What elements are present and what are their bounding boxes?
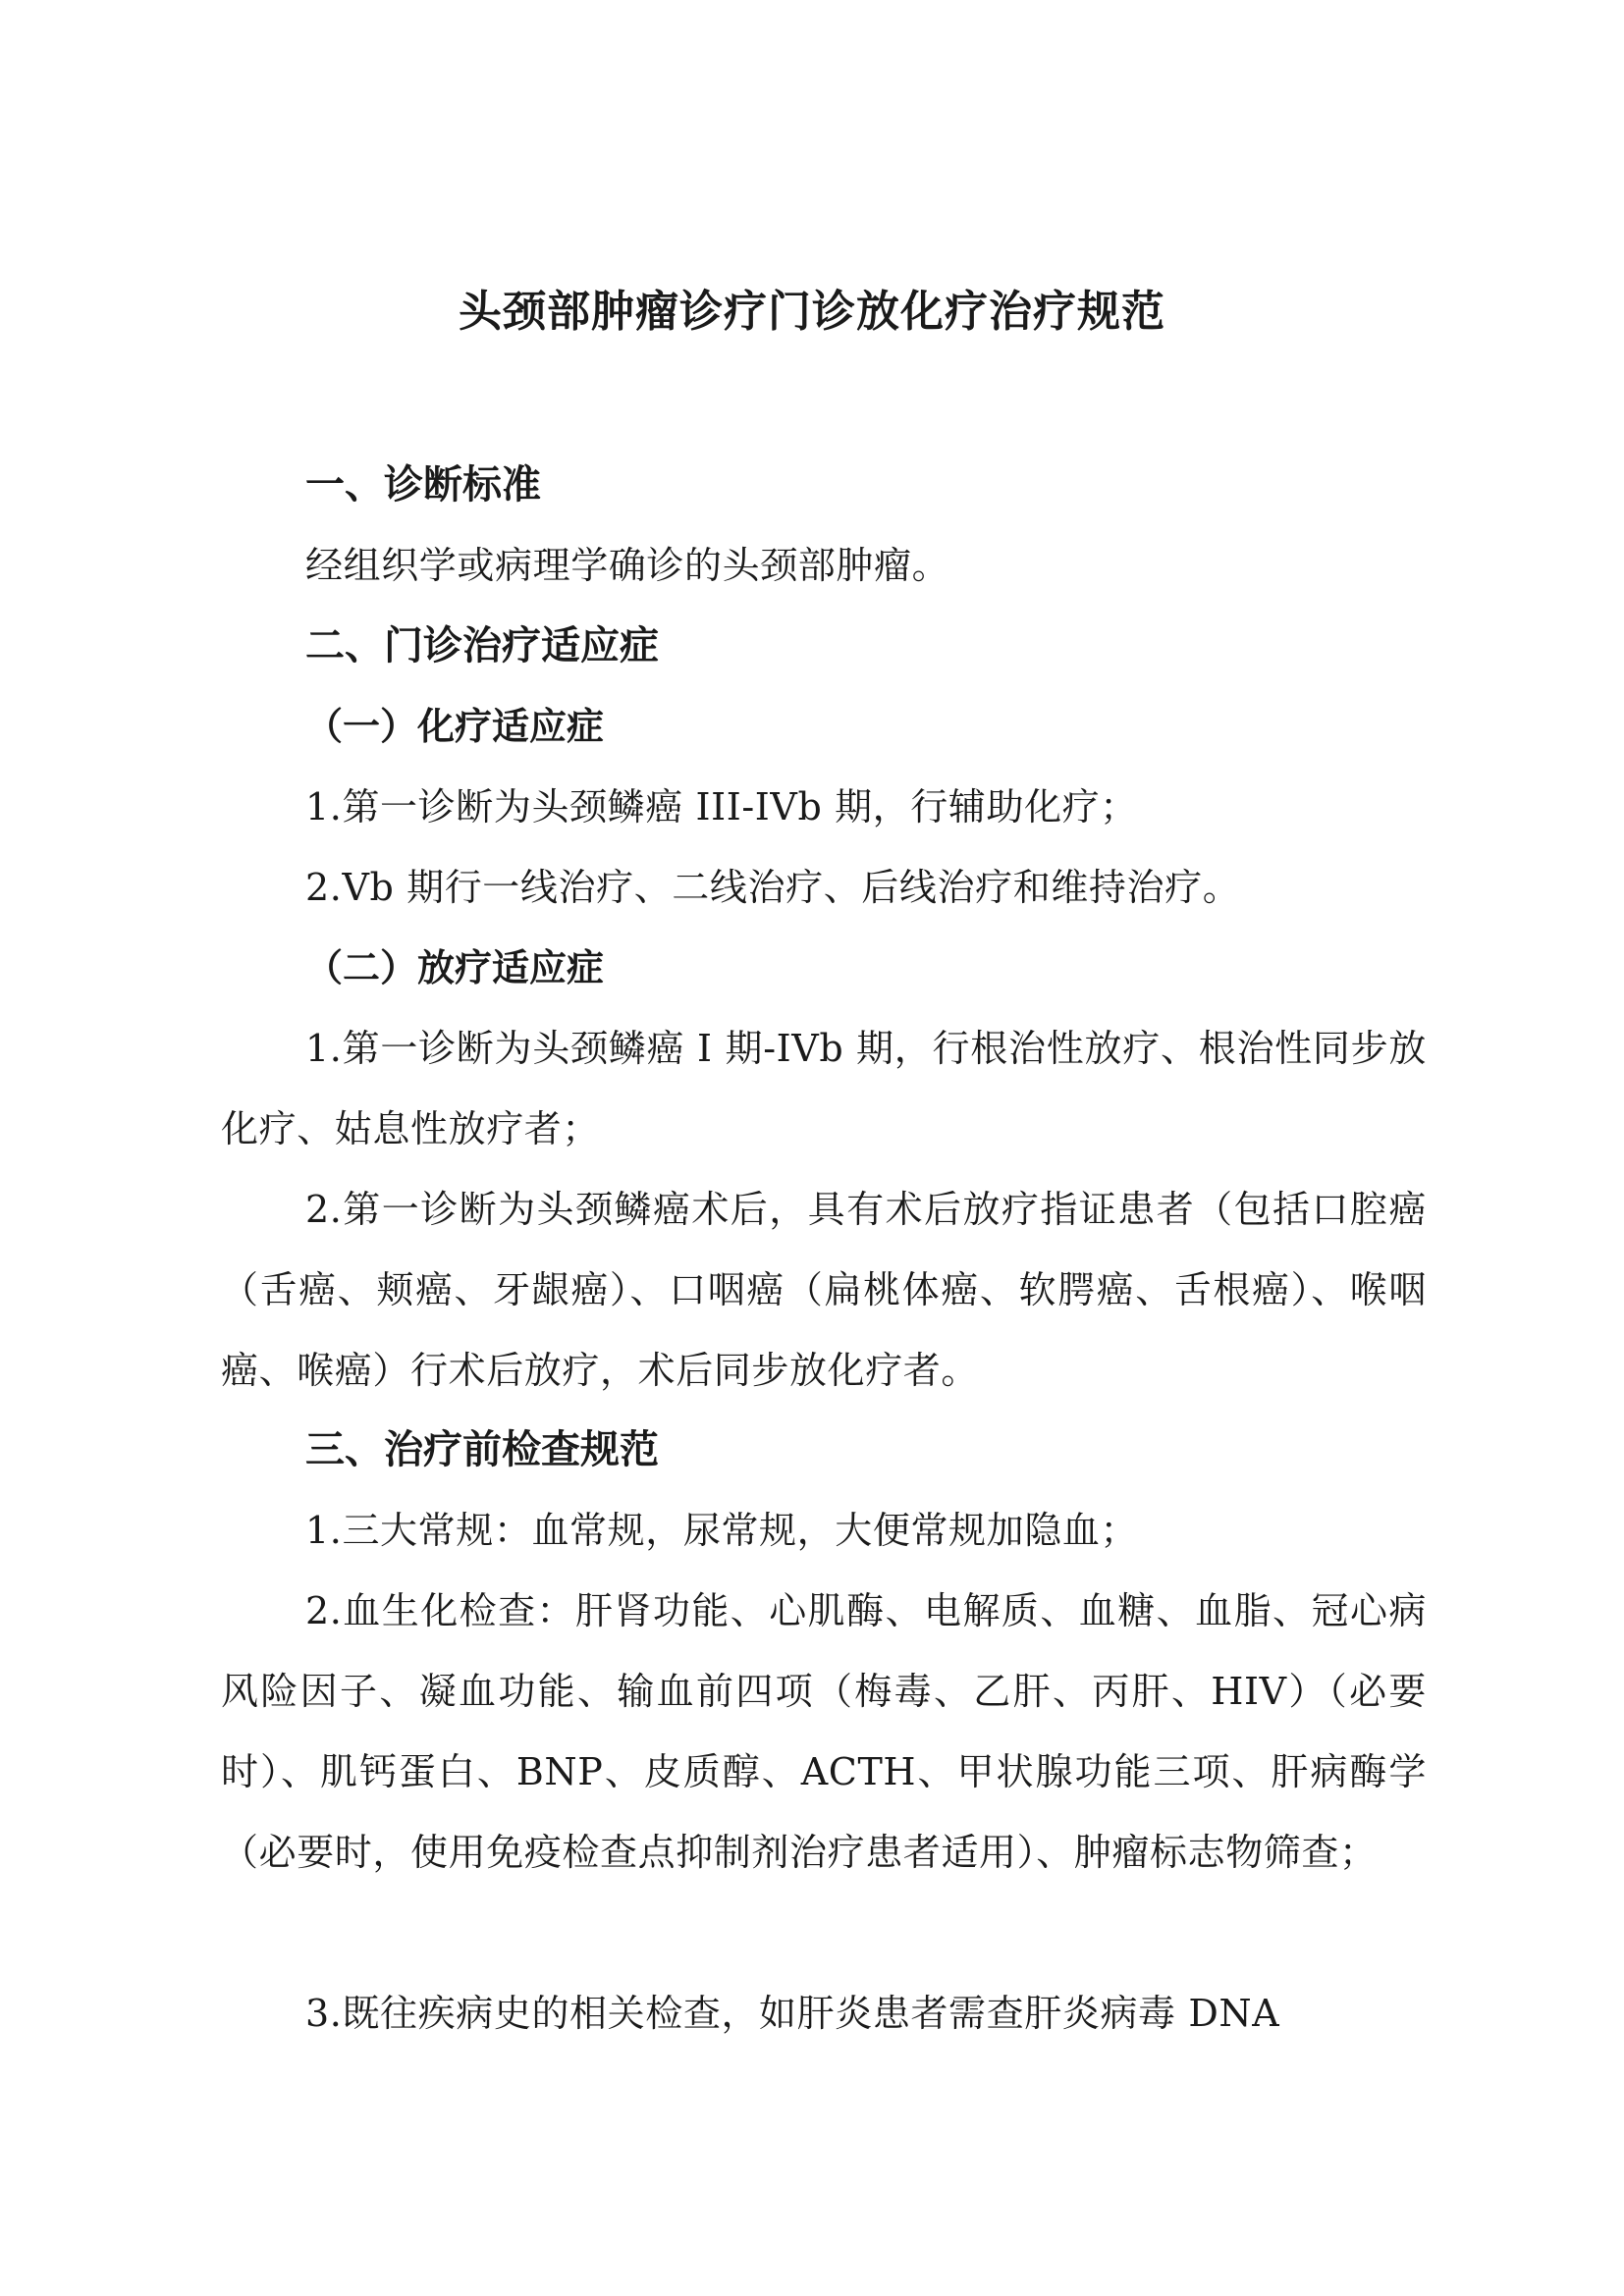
subheading-radio-indications: （二）放疗适应症 [305, 945, 605, 989]
exam-item-2: 2.血生化检查：肝肾功能、心肌酶、电解质、血糖、血脂、冠心病风险因子、凝血功能、输血前四项（梅毒、乙肝、丙肝、HIV）（必要时）、肌钙蛋白、BNP、皮质醇、ACTH、甲状腺功能三项、肝病酶学（必要时，使用免疫检查点抑制剂治疗患者适用）、肿瘤标志物筛查； [221, 1589, 1427, 1874]
exam-item-3: 3.既往疾病史的相关检查，如肝炎患者需查肝炎病毒 DNA [305, 1992, 1280, 2035]
section-heading-indications: 二、门诊治疗适应症 [305, 623, 659, 668]
section-heading-diagnosis: 一、诊断标准 [305, 462, 541, 507]
chemo-indication-item-1: 1.第一诊断为头颈鳞癌 III-IVb 期，行辅助化疗； [305, 785, 1138, 828]
section-heading-pretreatment-exams: 三、治疗前检查规范 [305, 1427, 659, 1472]
diagnosis-text: 经组织学或病理学确诊的头颈部肿瘤。 [305, 544, 950, 587]
radio-indication-item-1: 1.第一诊断为头颈鳞癌 I 期-IVb 期，行根治性放疗、根治性同步放化疗、姑息性放疗者； [221, 1027, 1427, 1150]
subheading-chemo-indications: （一）化疗适应症 [305, 704, 605, 748]
radio-indication-item-2: 2.第一诊断为头颈鳞癌术后，具有术后放疗指证患者（包括口腔癌（舌癌、颊癌、牙龈癌）、口咽癌（扁桃体癌、软腭癌、舌根癌）、喉咽癌、喉癌）行术后放疗，术后同步放化疗者。 [221, 1188, 1427, 1392]
page-title: 头颈部肿瘤诊疗门诊放化疗治疗规范 [459, 287, 1165, 337]
exam-item-1: 1.三大常规：血常规，尿常规，大便常规加隐血； [305, 1509, 1139, 1552]
chemo-indication-item-2: 2.Vb 期行一线治疗、二线治疗、后线治疗和维持治疗。 [305, 866, 1241, 909]
